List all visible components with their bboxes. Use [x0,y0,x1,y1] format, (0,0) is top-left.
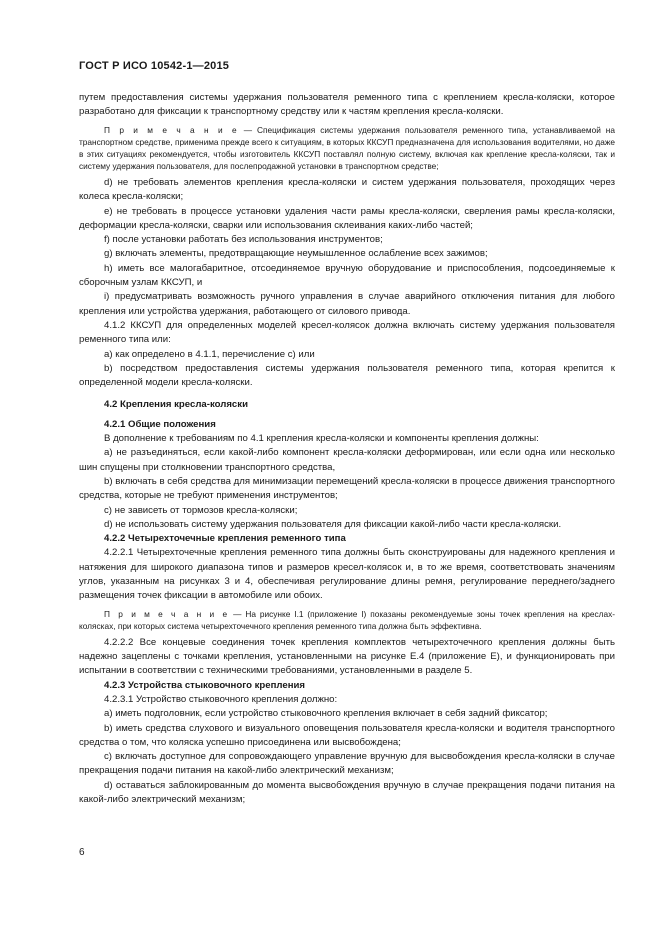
paragraph: 4.2.3.1 Устройство стыковочного крепления должно: [104,693,338,705]
list-item: a) как определено в 4.1.1, перечисление с) или [104,348,315,360]
list-item: a) иметь подголовник, если устройство стыковочного крепления включает в себя задний фиксатор; [104,708,548,720]
note-label: П р и м е ч а н и е [104,124,239,135]
section-heading: 4.2 Крепления кресла-коляски [104,399,248,411]
list-item: b) иметь средства слухового и визуального оповещения пользователя кресла-коляски и водителя транспортного средства о том, что коляска успешно присоединена или высвобождена; [79,722,615,748]
note-label: П р и м е ч а н и е [104,608,230,619]
page-number: 6 [79,847,85,858]
list-item: e) не требовать в процессе установки удаления части рамы кресла-коляски, сверления рамы кресла-коляски, деформации кресла-коляски, сварки или использования склеивания каких-либо частей; [79,205,615,231]
subsection-heading: 4.2.2 Четырехточечные крепления ременного типа [104,533,346,545]
list-item: i) предусматривать возможность ручного управления в случае аварийного отключения питания для любого крепления или устройства удержания, работающего от силового привода. [79,291,615,317]
paragraph: 4.1.2 ККСУП для определенных моделей кресел-колясок должна включать систему удержания пользователя ременного типа или: [79,319,615,346]
paragraph: путем предоставления системы удержания пользователя ременного типа с креплением кресла-коляски, которое разработано для фиксации к транспортному средству или к частям крепления кресла-коляски. [79,92,615,118]
list-item: d) не использовать систему удержания пользователя для фиксации какой-либо части кресла-коляски. [104,518,562,530]
paragraph: 4.2.2.2 Все концевые соединения точек крепления комплектов четырехточечного крепления должны быть надежно зацеплены с точками крепления, установленными на рисунке Е.4 (приложение Е), и функционировать при испытании в соответствии с техническими требованиями, установленными в разделе 5. [79,636,615,677]
list-item: d) не требовать элементов крепления кресла-коляски и систем удержания пользователя, проходящих через колеса кресла-коляски; [79,176,615,203]
note-text: — Спецификация системы удержания пользователя ременного типа, устанавливаемой на транспортном средстве, применима прежде всего к ситуациям, в которых ККСУП предназначена для использования водителями, но даже в этих ситуациях рекомендуется, чтобы изготовитель ККСУП поставлял полную систему, включая как крепление кресла-коляски, так и систему удержания пользователя, для послепродажной установки в транспортном средстве; [79,124,615,171]
list-item: c) включать доступное для сопровождающего управление вручную для высвобождения кресла-коляски в случае прекращения подачи питания на какой-либо электрический механизм; [79,751,615,777]
paragraph: 4.2.2.1 Четырехточечные крепления ременного типа должны быть сконструированы для надежного крепления и натяжения для широкого диапазона типов и размеров кресел-колясок и, в то же время, соответствовать значениям углов, указанным на рисунках 3 и 4, обеспечивая регулирование длины ремня, регулирование переднего/заднего размещения точек фиксации в автомобиле или обоих. [79,547,615,602]
list-item: h) иметь все малогабаритное, отсоединяемое вручную оборудование и приспособления, подсоединяемые к сборочным узлам ККСУП, и [79,262,615,289]
note [79,608,615,632]
list-item: c) не зависеть от тормозов кресла-коляски; [104,504,298,516]
subsection-heading: 4.2.1 Общие положения [104,418,216,430]
list-item: f) после установки работать без использования инструментов; [104,234,383,246]
list-item: d) оставаться заблокированным до момента высвобождения вручную в случае прекращения подачи питания на какой-либо электрический механизм; [79,779,615,806]
list-item: b) включать в себя средства для минимизации перемещений кресла-коляски в процессе движения транспортного средства, которые не требуют применения инструментов; [79,475,615,502]
note-text: — На рисунке I.1 (приложение I) показаны рекомендуемые зоны точек крепления на креслах-колясках, при которых система четырехточечного крепления ременного типа должна быть эффективна. [79,608,615,631]
subsection-heading: 4.2.3 Устройства стыковочного крепления [104,679,305,691]
paragraph: В дополнение к требованиям по 4.1 крепления кресла-коляски и компоненты крепления должны: [104,433,539,445]
list-item: g) включать элементы, предотвращающие неумышленное ослабление всех зажимов; [104,248,488,260]
note [79,124,615,172]
document-header: ГОСТ Р ИСО 10542-1—2015 [79,60,230,72]
list-item: b) посредством предоставления системы удержания пользователя ременного типа, которая крепится к определенной модели кресла-коляски. [79,362,615,389]
document-body [79,91,615,807]
list-item: a) не разъединяться, если какой-либо компонент кресла-коляски деформирован, или если одна или несколько шин спущены при столкновении транспортного средства, [79,447,615,473]
